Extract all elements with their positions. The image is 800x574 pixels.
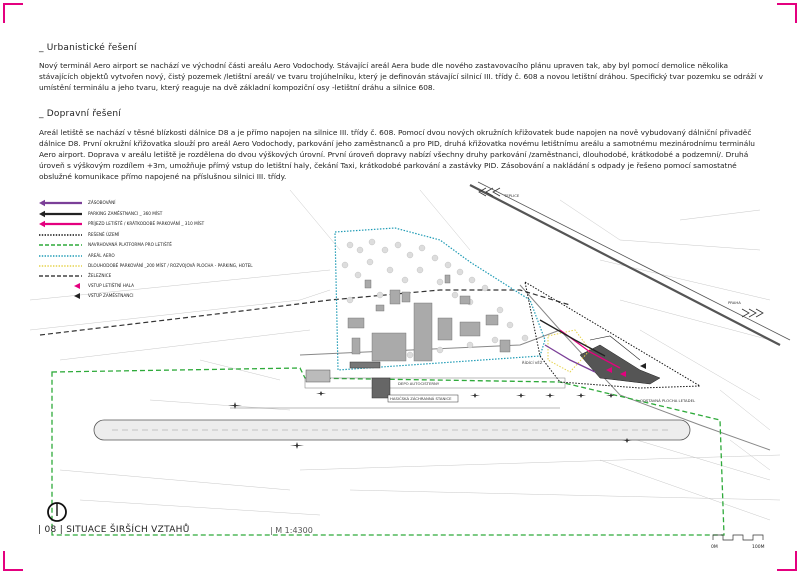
label-apron: ODSTAVNÁ PLOCHA LETADEL: [640, 398, 696, 403]
legend-item: [38, 241, 288, 249]
legend-label: PARKING ZAMĚSTNANCI _ 360 MÍST: [88, 211, 163, 216]
legend-item: [38, 210, 288, 218]
legend-swatch: [38, 282, 84, 290]
legend-swatch: [38, 231, 84, 239]
legend-swatch: [38, 272, 84, 280]
legend-label: ŘEŠENÉ ÚZEMÍ: [88, 232, 120, 237]
legend-item: [38, 199, 288, 207]
label-fire-station: HASIČSKÁ ZÁCHRANNÁ STANICE: [390, 396, 452, 401]
runway: [94, 408, 690, 440]
scale-end-label: 100M: [752, 545, 765, 550]
legend-swatch: [38, 252, 84, 260]
highway-d8: [470, 182, 790, 345]
north-arrow: [48, 503, 66, 521]
legend-label: NAVRHOVANÁ PLATFORMA PRO LETIŠTĚ: [88, 242, 172, 247]
legend-label: ZÁSOBOVÁNÍ: [88, 200, 116, 205]
legend-label: ŽELEZNICE: [88, 273, 112, 278]
legend-label: VSTUP LETIŠTNÍ HALA: [88, 283, 134, 288]
page-title: | 08 | SITUACE ŠIRŠÍCH VZTAHŮ: [38, 525, 190, 535]
legend-swatch: [38, 292, 84, 300]
legend-swatch: [38, 241, 84, 249]
label-teplice: TEPLICE: [504, 193, 520, 198]
legend-item: [38, 231, 288, 239]
section-text-urbanism: Nový terminál Aero airport se nachází ve východní části areálu Aero Vodochody. Stávající areál Aera bude dle nového zastavovacího plánu upraven tak, aby byl pomocí demolice několika stávajících objektů vytvořen nový, čistý pozemek /letištní areál/ ve tvaru trojúhelníku, který je definován stávající silnicí III. třídy č. 608 a novou letištní dráhou. Specifický tvar pozemku se odráží v umístění terminálu a jeho tvaru, který reaguje na dvě základní kompoziční osy -letištní dráhu a silnice 608.: [39, 61, 763, 92]
legend-label: AREÁL AERO: [88, 253, 115, 258]
legend-swatch: [38, 210, 84, 218]
section-heading-urbanism: _ Urbanistické řešení: [39, 43, 137, 53]
legend-item: [38, 292, 288, 300]
legend-swatch: [38, 199, 84, 207]
legend-label: DLOUHODOBÉ PARKOVÁNÍ _200 MÍST / ROZVOJOVÁ PLOCHA - PARKING, HOTEL: [88, 263, 253, 268]
legend-label: VSTUP ZAMĚSTNANCI: [88, 293, 134, 298]
label-control-tower: ŘÍDÍCÍ VĚŽ: [522, 360, 543, 365]
direction-arrows: [479, 188, 763, 317]
terminal-building: [580, 336, 660, 384]
section-heading-traffic: _ Dopravní řešení: [39, 109, 121, 119]
map-scale: | M 1:4300: [270, 526, 313, 535]
legend-item: [38, 282, 288, 290]
scale-bar: [713, 535, 763, 540]
legend-swatch: [38, 262, 84, 270]
legend-item: [38, 220, 288, 228]
legend-item: [38, 272, 288, 280]
scale-start-label: 0M: [711, 545, 718, 550]
legend-item: [38, 252, 288, 260]
label-praha: PRAHA: [728, 300, 741, 305]
label-fuel-depot: DEPO AUTOCISTERNY: [398, 381, 440, 386]
section-text-traffic: Areál letiště se nachází v těsné blízkosti dálnice D8 a je přímo napojen na silnice III. třídy č. 608. Pomocí dvou nových okružních křižovatek bude napojen na nově vybudovaný dálniční přivaděč dálnice D8. První okružní křižovatka slouží pro areál Aero Vodochody, parkování jeho zaměstnanců a pro PID, druhá křižovatka novému letištnímu areálu a samotnému mezinárodnímu terminálu Aero airport. Doprava v areálu letiště je rozdělena do dvou výškových úrovní. První úroveň dopravy nabízí všechny druhy parkování /zaměstnanci, dlouhodobé, krátkodobé a podzemní/. Druhá úroveň s výškovým rozdílem +3m, umožňuje přímý vstup do letištní haly, čekání Taxi, krátkodobé parkování a zastávky PID. Zásobování a nakládání s odpady je řešeno pomocí samostatné obslužné komunikace přímo napojené na příslušnou silnici III. třídy.: [39, 128, 755, 181]
legend-item: [38, 262, 288, 270]
legend-swatch: [38, 220, 84, 228]
legend-label: PŘÍJEZD LETIŠTĚ / KRÁTKODOBÉ PARKOVÁNÍ _ 310 MÍST: [88, 221, 205, 226]
